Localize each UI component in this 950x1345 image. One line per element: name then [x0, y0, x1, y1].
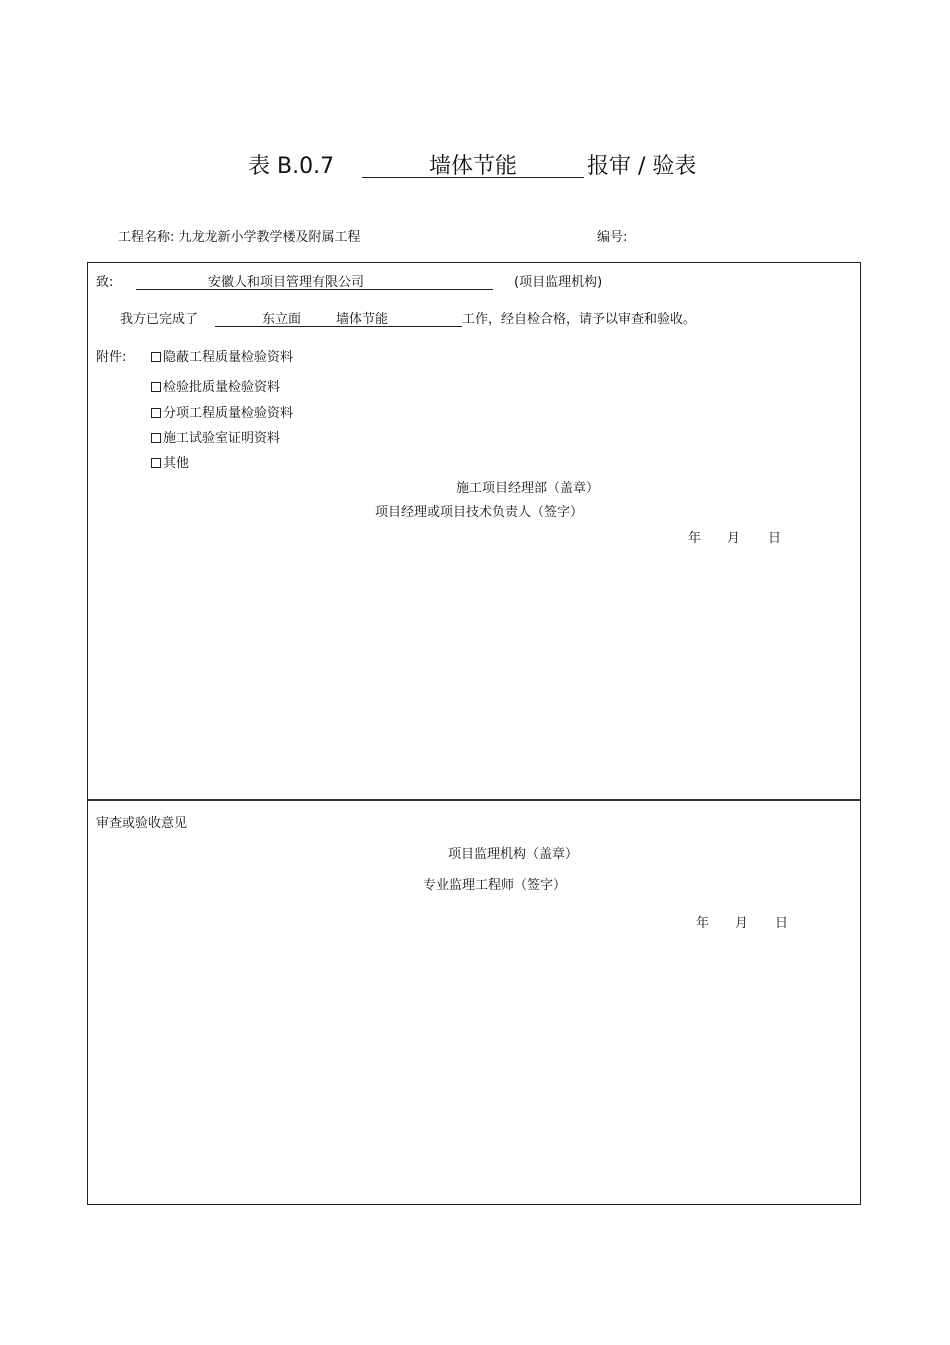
completion-work: 墙体节能	[336, 312, 389, 327]
date-year-label: 年	[696, 916, 710, 931]
completion-part: 东立面	[262, 312, 302, 327]
attachments-label: 附件:	[96, 350, 127, 365]
recipient-label: 致:	[96, 275, 114, 290]
form-number-label: 编号:	[597, 230, 628, 245]
review-opinion-label: 审查或验收意见	[96, 816, 188, 831]
contractor-seal-label: 施工项目经理部（盖章）	[456, 481, 600, 496]
section-divider	[87, 799, 861, 801]
attachment-label: 分项工程质量检验资料	[163, 406, 294, 421]
date-month-label: 月	[735, 916, 749, 931]
form-subject-field[interactable]: 墙体节能	[362, 149, 584, 178]
checkbox-icon[interactable]	[151, 433, 161, 443]
checkbox-icon[interactable]	[151, 408, 161, 418]
date-month-label: 月	[727, 531, 741, 546]
attachment-item[interactable]	[151, 376, 280, 395]
attachment-label: 施工试验室证明资料	[163, 431, 281, 446]
date-day-label: 日	[775, 916, 789, 931]
checkbox-icon[interactable]	[151, 352, 161, 362]
date-year-label: 年	[688, 531, 702, 546]
checkbox-icon[interactable]	[151, 458, 161, 468]
project-name-label: 工程名称: 九龙龙新小学教学楼及附属工程	[118, 230, 361, 245]
attachment-label: 其他	[163, 456, 190, 471]
recipient-suffix: (项目监理机构)	[514, 275, 603, 290]
attachment-item[interactable]	[151, 427, 280, 446]
date-day-label: 日	[768, 531, 782, 546]
supervisor-seal-label: 项目监理机构（盖章）	[448, 847, 579, 862]
attachment-label: 隐蔽工程质量检验资料	[163, 350, 294, 365]
attachment-item[interactable]	[151, 402, 293, 421]
attachment-item[interactable]	[151, 452, 189, 471]
attachment-label: 检验批质量检验资料	[163, 380, 281, 395]
recipient-name: 安徽人和项目管理有限公司	[208, 275, 365, 290]
attachment-item[interactable]	[151, 346, 293, 365]
form-code: 表 B.0.7	[248, 154, 335, 179]
form-title-suffix: 报审 / 验表	[587, 154, 697, 179]
supervisor-signature-label: 专业监理工程师（签字）	[423, 878, 567, 893]
completion-prefix: 我方已完成了	[120, 312, 199, 327]
contractor-signature-label: 项目经理或项目技术负责人（签字）	[375, 505, 584, 520]
completion-suffix: 工作，经自检合格，请予以审查和验收。	[462, 312, 697, 327]
checkbox-icon[interactable]	[151, 382, 161, 392]
